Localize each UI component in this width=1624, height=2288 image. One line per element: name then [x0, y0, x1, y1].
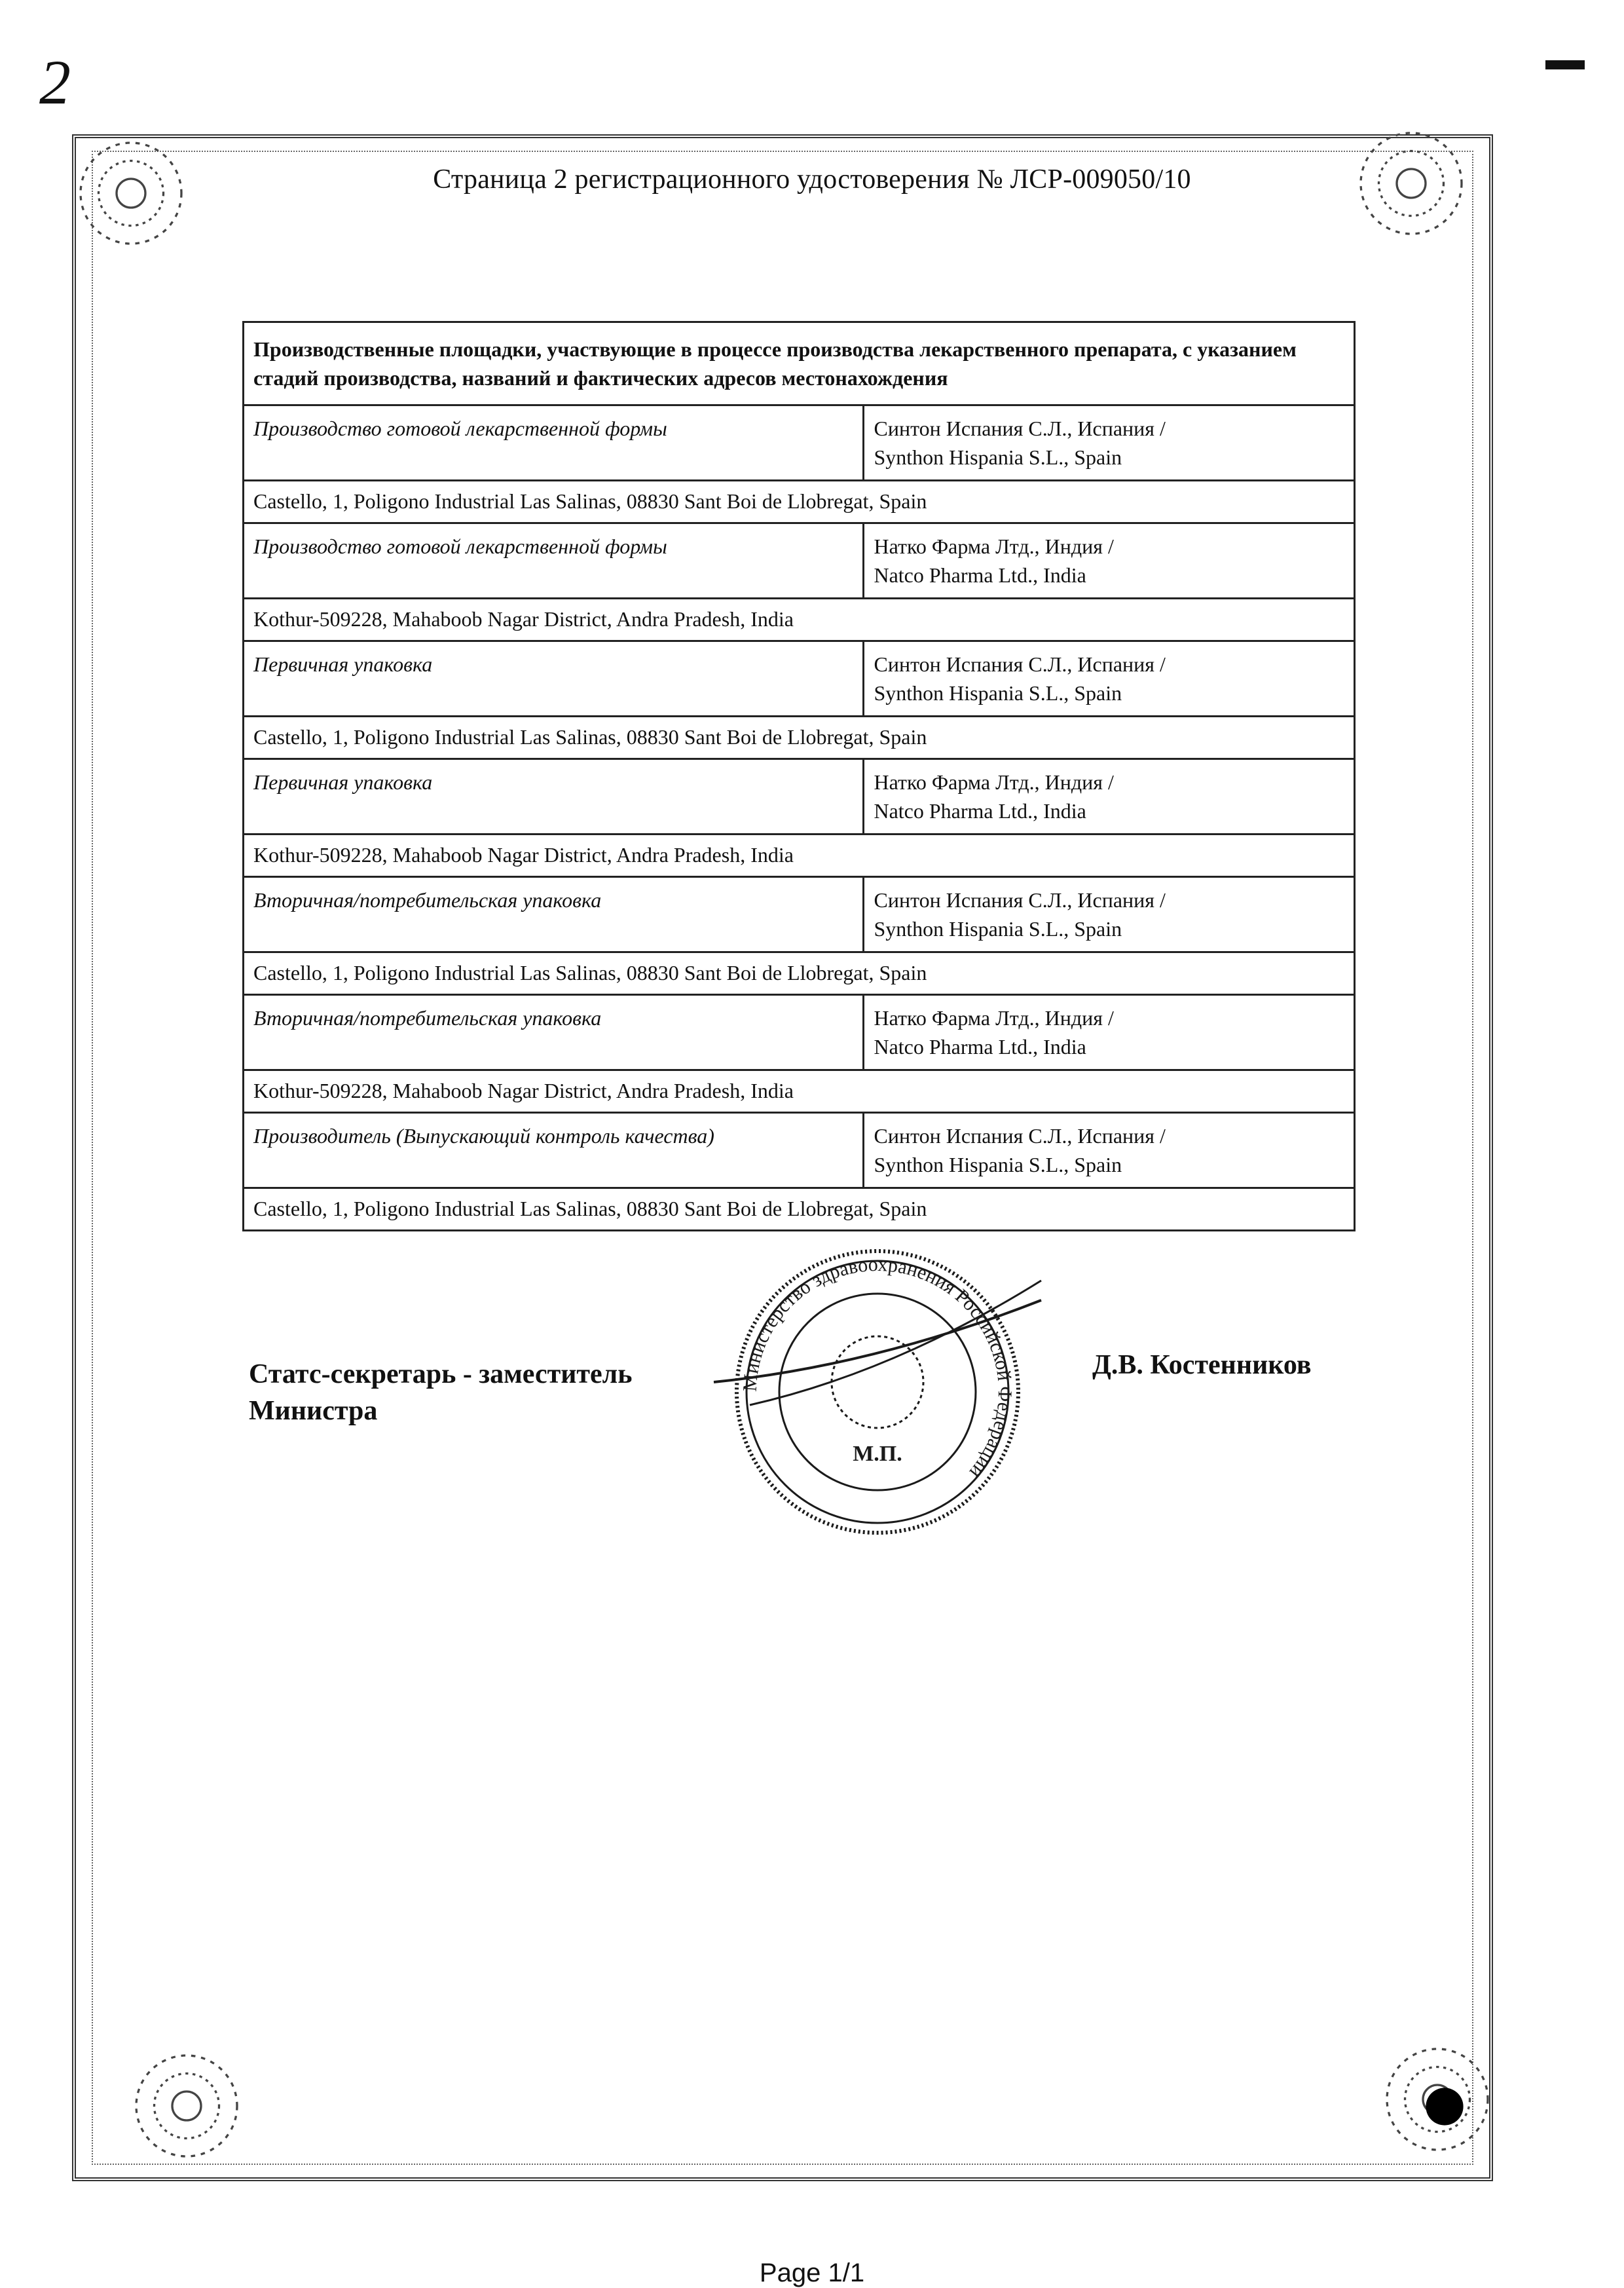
address-row: [244, 599, 1355, 641]
manufacturer-name-en: Synthon Hispania S.L., Spain: [874, 917, 1122, 941]
manufacturer-name-ru: Натко Фарма Лтд., Индия /: [874, 1006, 1114, 1030]
stage-row: [244, 1113, 1355, 1188]
manufacturer-name-en: Synthon Hispania S.L., Spain: [874, 681, 1122, 705]
stage-row: [244, 995, 1355, 1070]
production-stage: Производитель (Выпускающий контроль качества): [244, 1113, 864, 1188]
manufacturer-name-en: Natco Pharma Ltd., India: [874, 799, 1086, 823]
manufacturer-name-ru: Синтон Испания С.Л., Испания /: [874, 652, 1166, 676]
handwritten-page-mark: 2: [39, 47, 71, 117]
manufacturer-name-en: Natco Pharma Ltd., India: [874, 563, 1086, 587]
table-heading: Производственные площадки, участвующие в процессе производства лекарственного препарата, с указанием стадий производства, названий и фактических адресов местонахождения: [244, 322, 1355, 405]
address-row: [244, 1070, 1355, 1113]
stage-row: [244, 405, 1355, 481]
manufacturer: [864, 1113, 1355, 1188]
seal-mark: М.П.: [853, 1442, 902, 1466]
manufacturer-name-ru: Синтон Испания С.Л., Испания /: [874, 888, 1166, 912]
production-stage: Производство готовой лекарственной формы: [244, 405, 864, 481]
table-heading-row: [244, 322, 1355, 405]
address-row: [244, 717, 1355, 759]
site-address: Kothur-509228, Mahaboob Nagar District, Andra Pradesh, India: [244, 1070, 1355, 1113]
corner-ornament-icon: [1365, 2027, 1509, 2171]
manufacturer: [864, 995, 1355, 1070]
seal-text: Министерство здравоохранения Российской Федерации: [739, 1253, 1016, 1483]
stage-row: [244, 877, 1355, 952]
signatory-title: [249, 1356, 632, 1429]
stage-row: [244, 523, 1355, 599]
site-address: Castello, 1, Poligono Industrial Las Salinas, 08830 Sant Boi de Llobregat, Spain: [244, 717, 1355, 759]
address-row: [244, 952, 1355, 995]
address-row: [244, 835, 1355, 877]
address-row: [244, 1188, 1355, 1231]
manufacturer-name-ru: Синтон Испания С.Л., Испания /: [874, 1124, 1166, 1148]
production-stage: Вторичная/потребительская упаковка: [244, 995, 864, 1070]
production-stage: Первичная упаковка: [244, 641, 864, 717]
corner-ornament-icon: [115, 2034, 259, 2178]
site-address: Kothur-509228, Mahaboob Nagar District, Andra Pradesh, India: [244, 599, 1355, 641]
stage-row: [244, 641, 1355, 717]
manufacturer-name-en: Synthon Hispania S.L., Spain: [874, 445, 1122, 469]
site-address: Castello, 1, Poligono Industrial Las Salinas, 08830 Sant Boi de Llobregat, Spain: [244, 952, 1355, 995]
page-footer: Page 1/1: [759, 2259, 865, 2287]
signatory-name: Д.В. Костенников: [1092, 1350, 1312, 1380]
address-row: [244, 481, 1355, 523]
manufacturer: [864, 759, 1355, 835]
signatory-title-line2: Министра: [249, 1396, 378, 1426]
manufacturer: [864, 877, 1355, 952]
manufacturer-name-ru: Натко Фарма Лтд., Индия /: [874, 534, 1114, 558]
site-address: Castello, 1, Poligono Industrial Las Salinas, 08830 Sant Boi de Llobregat, Spain: [244, 481, 1355, 523]
production-stage: Производство готовой лекарственной формы: [244, 523, 864, 599]
site-address: Castello, 1, Poligono Industrial Las Salinas, 08830 Sant Boi de Llobregat, Spain: [244, 1188, 1355, 1231]
production-stage: Первичная упаковка: [244, 759, 864, 835]
page-header: Страница 2 регистрационного удостоверения № ЛСР-009050/10: [433, 164, 1191, 195]
manufacturer: [864, 641, 1355, 717]
manufacturer-name-ru: Натко Фарма Лтд., Индия /: [874, 770, 1114, 794]
site-address: Kothur-509228, Mahaboob Nagar District, Andra Pradesh, India: [244, 835, 1355, 877]
manufacturer: [864, 405, 1355, 481]
scan-dash-mark: [1545, 60, 1585, 69]
production-sites-table: [242, 321, 1356, 1231]
production-stage: Вторичная/потребительская упаковка: [244, 877, 864, 952]
manufacturer-name-en: Synthon Hispania S.L., Spain: [874, 1153, 1122, 1176]
official-seal-icon: [710, 1241, 1044, 1543]
signatory-title-line1: Статс-секретарь - заместитель: [249, 1359, 633, 1389]
stage-row: [244, 759, 1355, 835]
manufacturer: [864, 523, 1355, 599]
manufacturer-name-ru: Синтон Испания С.Л., Испания /: [874, 417, 1166, 440]
manufacturer-name-en: Natco Pharma Ltd., India: [874, 1035, 1086, 1059]
